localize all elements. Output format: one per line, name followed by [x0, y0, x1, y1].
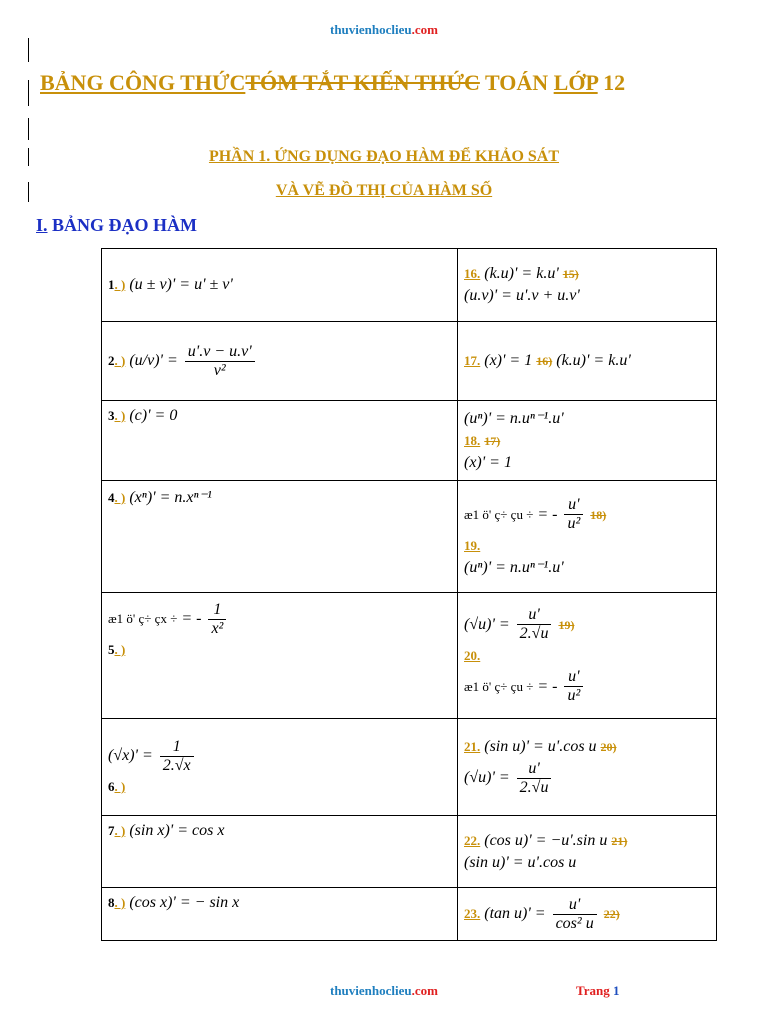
formula-ref: . )	[114, 895, 126, 910]
formula: (sin u)' = u'.cos u	[464, 853, 577, 871]
fraction	[564, 668, 583, 705]
formula-number: 22.	[464, 832, 481, 848]
numerator: 1	[208, 601, 226, 620]
numerator: 1	[160, 738, 194, 757]
site-tld: .com	[411, 983, 438, 998]
old-number: 20)	[600, 740, 617, 754]
site-name: thuvienhoclieu	[330, 22, 412, 37]
formula: (sin x)' = cos x	[129, 822, 225, 839]
denominator: cos² u	[555, 914, 594, 932]
fraction	[185, 343, 255, 380]
formula-number: 23.	[464, 905, 481, 921]
table-cell	[102, 593, 458, 719]
title-part: 12	[597, 70, 626, 95]
numerator: u'	[564, 496, 583, 515]
denominator: x²	[211, 619, 224, 637]
formula-ref: . )	[114, 779, 126, 794]
title-part: BẢNG CÔNG THỨC	[40, 70, 246, 95]
table-cell	[102, 401, 458, 481]
glyph-artifact: æ1 ö' ç÷ çx ÷	[108, 611, 178, 626]
formula: (k.u)' = k.u'	[556, 352, 631, 369]
formula: (x)' = 1	[464, 453, 512, 471]
fraction	[517, 606, 552, 643]
page-title	[40, 70, 740, 96]
old-number: 17)	[484, 433, 501, 448]
site-tld: .com	[411, 22, 438, 37]
fraction	[564, 496, 583, 533]
formula-ref: . )	[114, 490, 126, 505]
site-header	[0, 22, 768, 38]
formula-number: 20.	[464, 647, 481, 663]
formula: (√u)' =	[464, 769, 510, 786]
table-row	[102, 401, 717, 481]
formula: (k.u)' = k.u'	[484, 265, 559, 282]
formula: (uⁿ)' = n.uⁿ⁻¹.u'	[464, 558, 564, 576]
formula-ref: . )	[114, 823, 126, 838]
denominator: 2.√x	[162, 756, 191, 774]
formula-number: 19.	[464, 537, 481, 553]
old-number: 16)	[536, 354, 553, 368]
formula-number: 5	[108, 642, 115, 657]
section-roman: I.	[36, 215, 48, 235]
formula: (x)' = 1	[484, 352, 533, 369]
table-row	[102, 888, 717, 941]
formula-number: 4	[108, 490, 115, 505]
formula-ref: . )	[114, 408, 126, 423]
table-row	[102, 593, 717, 719]
formula: (c)' = 0	[129, 407, 178, 424]
table-cell	[102, 719, 458, 816]
table-cell	[458, 249, 717, 322]
glyph-artifact: æ1 ö' ç÷ çu ÷	[464, 678, 534, 694]
table-row	[102, 322, 717, 401]
table-cell	[102, 322, 458, 401]
table-cell	[458, 481, 717, 593]
fraction	[517, 760, 552, 797]
formula-number: 18.	[464, 432, 481, 448]
formula-number: 3	[108, 408, 115, 423]
denominator: 2.√u	[519, 778, 549, 796]
formula: (sin u)' = u'.cos u	[484, 738, 597, 755]
derivative-table	[101, 248, 717, 941]
part-heading: VÀ VẼ ĐỒ THỊ CỦA HÀM SỐ	[275, 182, 493, 199]
table-cell	[102, 481, 458, 593]
title-part: LỚP	[553, 70, 598, 95]
formula: (u.v)' = u'.v + u.v'	[464, 287, 580, 304]
site-footer	[0, 983, 768, 999]
formula-number: 8	[108, 895, 115, 910]
table-cell	[102, 888, 458, 941]
fraction	[160, 738, 194, 775]
formula: (cos x)' = − sin x	[129, 894, 240, 911]
page-no: 1	[612, 983, 620, 998]
formula: = -	[181, 610, 202, 627]
formula: (tan u)' =	[484, 904, 546, 922]
formula: (cos u)' = −u'.sin u	[484, 831, 608, 849]
table-row	[102, 816, 717, 888]
formula: (√x)' =	[108, 747, 153, 764]
formula: (√u)' =	[464, 615, 510, 633]
table-cell	[458, 401, 717, 481]
table-cell	[458, 719, 717, 816]
old-number: 21)	[611, 833, 628, 848]
page-word: Trang	[576, 983, 610, 998]
numerator: u'.v − u.v'	[185, 343, 255, 362]
numerator: u'	[553, 896, 597, 915]
table-cell	[458, 593, 717, 719]
page-number	[576, 983, 619, 999]
numerator: u'	[564, 668, 583, 687]
margin-bar	[28, 38, 29, 62]
table-row	[102, 249, 717, 322]
table-row	[102, 481, 717, 593]
formula-ref: . )	[114, 277, 126, 292]
denominator: v²	[213, 361, 226, 379]
section-heading	[36, 215, 197, 236]
old-number: 22)	[603, 906, 620, 921]
formula-number: 17.	[464, 353, 481, 368]
table-cell	[458, 816, 717, 888]
formula-number: 6	[108, 779, 115, 794]
formula: (u ± v)' = u' ± v'	[129, 276, 233, 293]
formula: (xⁿ)' = n.xⁿ⁻¹	[129, 489, 212, 506]
site-name: thuvienhoclieu	[330, 983, 412, 998]
table-cell	[458, 322, 717, 401]
margin-bar	[28, 118, 29, 140]
numerator: u'	[517, 606, 552, 625]
formula-number: 1	[108, 277, 115, 292]
section-text: BẢNG ĐẠO HÀM	[47, 215, 198, 235]
formula: = -	[537, 677, 558, 695]
formula-number: 16.	[464, 266, 481, 281]
denominator: u²	[567, 687, 581, 705]
formula: (u/v)' =	[129, 351, 178, 369]
denominator: 2.√u	[519, 625, 549, 643]
formula: (uⁿ)' = n.uⁿ⁻¹.u'	[464, 409, 564, 427]
formula-number: 7	[108, 823, 115, 838]
table-row	[102, 719, 717, 816]
margin-bar	[28, 80, 29, 106]
title-part: TOÁN	[479, 70, 554, 95]
table-cell	[102, 816, 458, 888]
glyph-artifact: æ1 ö' ç÷ çu ÷	[464, 506, 534, 522]
fraction	[553, 896, 597, 933]
table-cell	[102, 249, 458, 322]
numerator: u'	[517, 760, 552, 779]
denominator: u²	[567, 515, 581, 533]
formula-number: 2	[108, 352, 115, 368]
formula-ref: . )	[114, 352, 126, 368]
old-number: 19)	[558, 617, 575, 632]
formula-number: 21.	[464, 739, 481, 754]
title-part-struck: TÓM TẮT KIẾN THỨC	[245, 70, 480, 95]
fraction	[208, 601, 226, 638]
part-heading: PHẦN 1. ỨNG DỤNG ĐẠO HÀM ĐỂ KHẢO SÁT	[208, 148, 560, 165]
old-number: 18)	[590, 507, 607, 522]
old-number: 15)	[562, 267, 579, 281]
table-cell	[458, 888, 717, 941]
formula: = -	[537, 505, 558, 523]
formula-ref: . )	[114, 642, 126, 657]
